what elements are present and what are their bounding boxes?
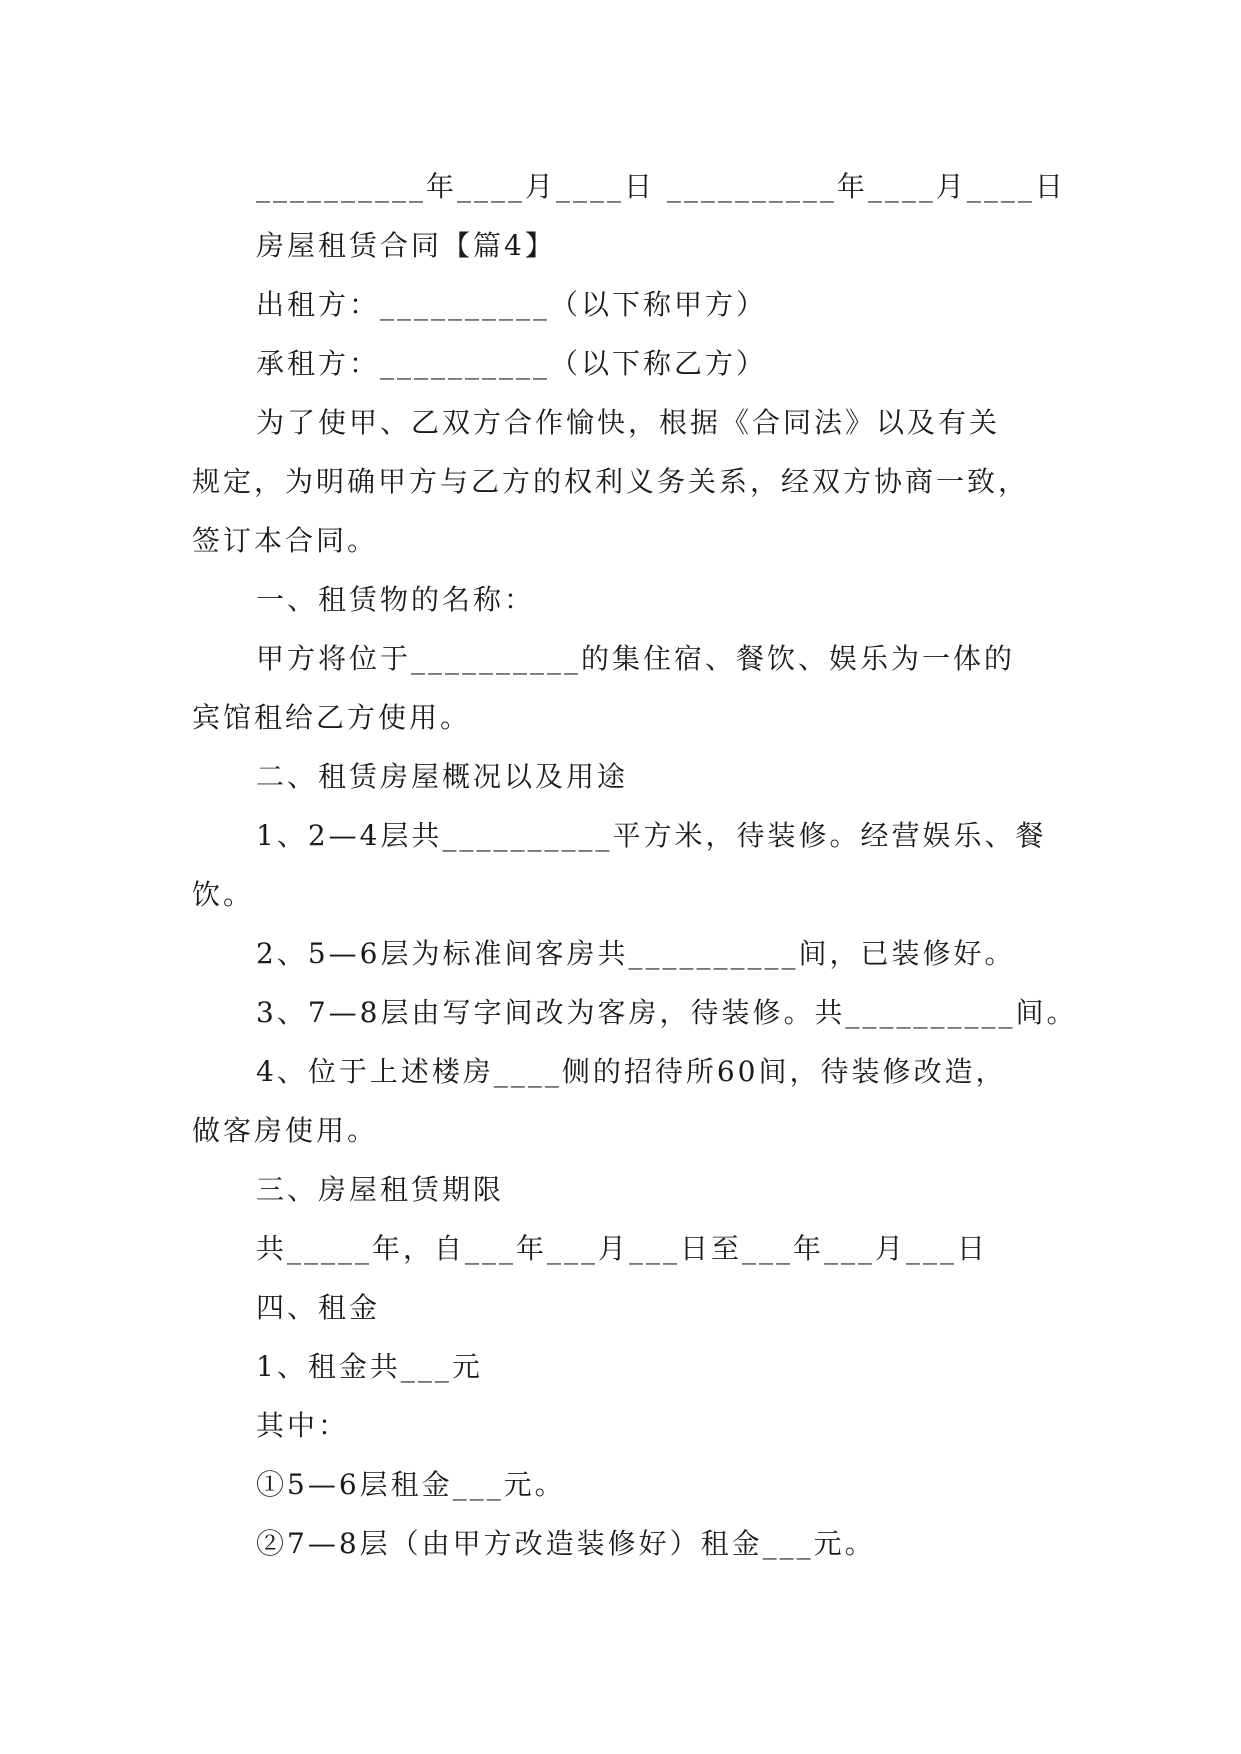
section-heading-4: 四、租金 [256,1291,381,1324]
preamble-line-2: 规定，为明确甲方与乙方的权利义务关系，经双方协商一致， [192,465,1030,498]
lessor-line: 出租方：__________（以下称甲方） [256,288,768,321]
section-heading-3: 三、房屋租赁期限 [256,1173,505,1206]
section-2-item-4-line-2: 做客房使用。 [192,1114,379,1147]
rent-item-1: ①5—6层租金___元。 [256,1468,566,1501]
rent-breakdown-label: 其中： [256,1409,350,1442]
lease-term-line: 共_____年，自___年___月___日至___年___月___日 [256,1232,989,1265]
lessee-line: 承租方：__________（以下称乙方） [256,347,768,380]
section-2-item-4-line-1: 4、位于上述楼房____侧的招待所60间，待装修改造， [256,1055,1007,1088]
section-heading-1: 一、租赁物的名称： [256,583,536,616]
section-heading-2: 二、租赁房屋概况以及用途 [256,760,629,793]
section-2-item-1-line-1: 1、2—4层共__________平方米，待装修。经营娱乐、餐 [256,819,1047,852]
section-2-item-3: 3、7—8层由写字间改为客房，待装修。共__________间。 [256,996,1078,1029]
rent-total-line: 1、租金共___元 [256,1350,483,1383]
section-1-line-2: 宾馆租给乙方使用。 [192,701,472,734]
section-1-line-1: 甲方将位于__________的集住宿、餐饮、娱乐为一体的 [256,642,1016,675]
section-2-item-1-line-2: 饮。 [192,878,255,911]
rent-item-2: ②7—8层（由甲方改造装修好）租金___元。 [256,1527,876,1560]
section-2-item-2: 2、5—6层为标准间客房共__________间，已装修好。 [256,937,1016,970]
preamble-line-1: 为了使甲、乙双方合作愉快，根据《合同法》以及有关 [256,406,1001,439]
contract-title: 房屋租赁合同【篇4】 [256,229,556,262]
signature-date-line: __________年____月____日 __________年____月____日 [256,170,1066,203]
preamble-line-3: 签订本合同。 [192,524,379,557]
